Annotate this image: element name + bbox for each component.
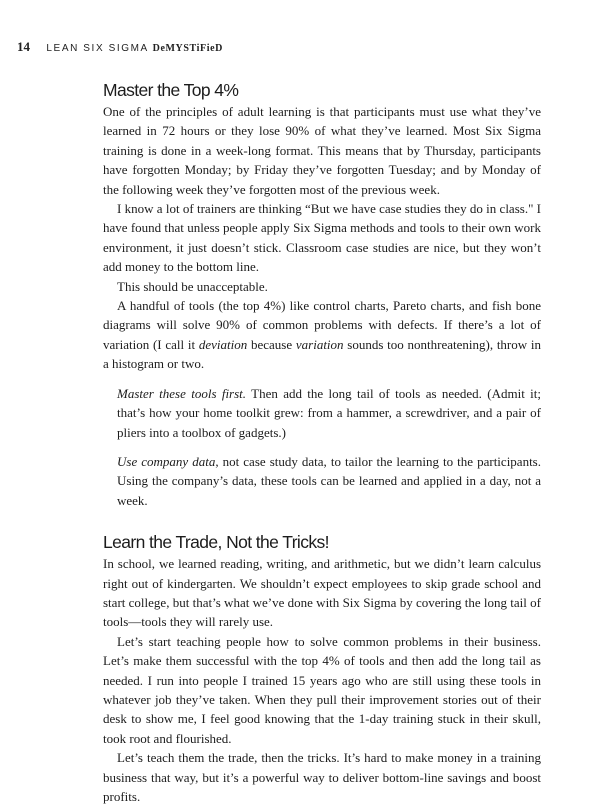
emphasis-variation: variation xyxy=(295,336,344,352)
text-span: A handful of tools (the top 4%) like control charts, Pareto charts, and fish bone diagrams will solve 90% of common problems with defects. If there’s a lot of variation (I call it xyxy=(103,298,541,352)
paragraph: In school, we learned reading, writing, and arithmetic, but we didn’t learn calculus right out of kindergarten. We shouldn’t expect employees to skip grade school and start college, but that’s what we’ve done with Six Sigma by covering the long tail of tools—tools they will rarely use. xyxy=(103,556,541,630)
list-item-text: , not case study data, to tailor the learning to the participants. Using the company’s data, these tools can be learned and applied in a day, not a week. xyxy=(117,453,541,508)
paragraph xyxy=(103,296,541,374)
paragraph: Let’s start teaching people how to solve common problems in their business. Let’s make them successful with the top 4% of tools and then add the long tail as needed. I run into people I trained 15 years ago who are still using these tools in whatever job they’ve taken. When they pull their improvement stories out of their desk to show me, I feel good knowing that the 1-day training stuck in their skull, took root and flourished. xyxy=(103,633,541,746)
list-item xyxy=(117,384,541,442)
book-title-demystified: DeMYSTiFieD xyxy=(152,43,223,54)
section-heading-learn-trade: Learn the Trade, Not the Tricks! xyxy=(103,532,329,553)
page-content xyxy=(103,78,541,806)
page-number: 14 xyxy=(17,39,30,54)
list-item xyxy=(117,452,541,510)
paragraph: Let’s teach them the trade, then the tricks. It’s hard to make money in a training business that way, but it’s a powerful way to deliver bottom-line savings and boost profits. xyxy=(103,750,541,804)
emphasis-deviation: deviation xyxy=(198,336,248,352)
paragraph: One of the principles of adult learning is that participants must use what they’ve learned in 72 hours or they lose 90% of what they’ve learned. Most Six Sigma training is done in a week-long format. This means that by Thursday, participants have forgotten Monday; by Friday they’ve forgotten Tuesday; and by Monday of the following week they’ve forgotten most of the previous week. xyxy=(103,104,541,197)
text-span: sounds too nonthreatening), throw in a histogram or two. xyxy=(103,336,542,372)
section-heading-master-top: Master the Top 4% xyxy=(103,80,239,100)
book-title: LEAN SIX SIGMA xyxy=(46,43,149,54)
list-item-lead: Master these tools first. xyxy=(117,385,247,401)
paragraph: I know a lot of trainers are thinking “But we have case studies they do in class." I have found that unless people apply Six Sigma methods and tools to their own work environment, it just doesn’t stick. Classroom case studies are nice, but they won’t add money to the bottom line. xyxy=(103,201,541,275)
list-item-lead: Use company data xyxy=(117,453,216,469)
list-item-text: Then add the long tail of tools as needed. (Admit it; that’s how your home toolkit grew: from a hammer, a screwdriver, and a pair of pliers into a toolbox of gadgets.) xyxy=(117,385,542,440)
running-header xyxy=(17,39,223,55)
text-span: because xyxy=(247,336,296,352)
paragraph: This should be unacceptable. xyxy=(117,278,268,294)
